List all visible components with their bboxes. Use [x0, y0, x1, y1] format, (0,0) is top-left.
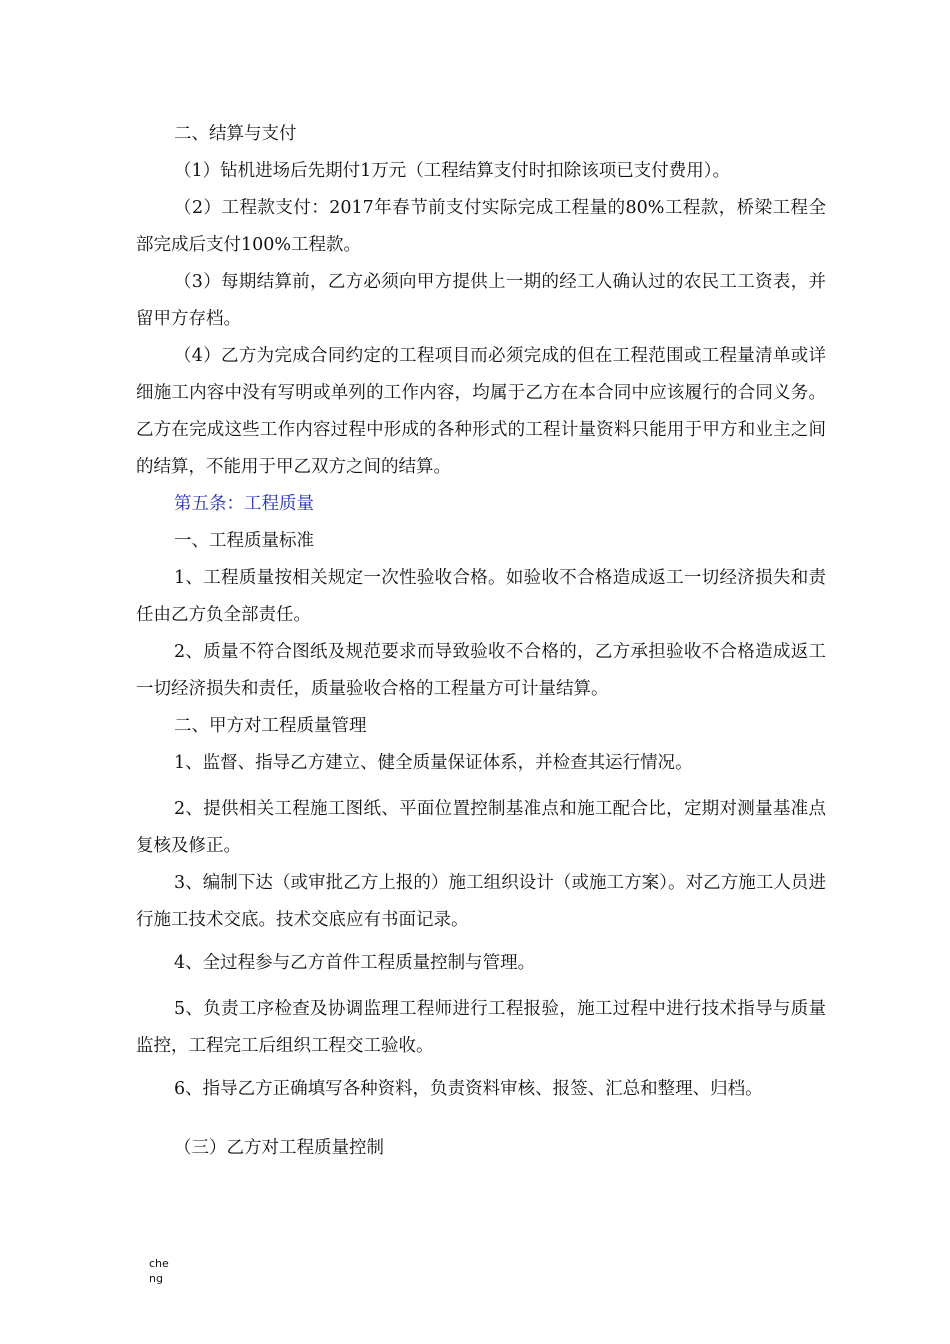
- paragraph-quality-standard-1: 1、工程质量按相关规定一次性验收合格。如验收不合格造成返工一切经济损失和责任由乙方负全部责任。: [136, 568, 826, 625]
- section-heading-party-a-management: 二、甲方对工程质量管理: [174, 716, 367, 736]
- document-body: [136, 116, 826, 1167]
- paragraph-management-3: 3、编制下达（或审批乙方上报的）施工组织设计（或施工方案）。对乙方施工人员进行施工技术交底。技术交底应有书面记录。: [136, 873, 826, 930]
- paragraph-management-6: 6、指导乙方正确填写各种资料，负责资料审核、报签、汇总和整理、归档。: [174, 1079, 763, 1099]
- paragraph-management-1: 1、监督、指导乙方建立、健全质量保证体系，并检查其运行情况。: [174, 753, 693, 773]
- paragraph-management-5: 5、负责工序检查及协调监理工程师进行工程报验，施工过程中进行技术指导与质量监控，工程完工后组织工程交工验收。: [136, 999, 826, 1056]
- section-heading-party-b-control: （三）乙方对工程质量控制: [174, 1138, 384, 1158]
- paragraph-management-2: 2、提供相关工程施工图纸、平面位置控制基准点和施工配合比，定期对测量基准点复核及修正。: [136, 799, 826, 856]
- paragraph-payment-2: （2）工程款支付：2017年春节前支付实际完成工程量的80%工程款，桥梁工程全部完成后支付100%工程款。: [136, 198, 826, 255]
- section-heading-quality-standard: 一、工程质量标准: [174, 531, 314, 551]
- paragraph-payment-1: （1）钻机进场后先期付1万元（工程结算支付时扣除该项已支付费用）。: [174, 161, 731, 181]
- section-heading-settlement: 二、结算与支付: [174, 124, 297, 144]
- paragraph-payment-4: （4）乙方为完成合同约定的工程项目而必须完成的但在工程范围或工程量清单或详细施工内容中没有写明或单列的工作内容，均属于乙方在本合同中应该履行的合同义务。乙方在完成这些工作内容过程中形成的各种形式的工程计量资料只能用于甲方和业主之间的结算，不能用于甲乙双方之间的结算。: [136, 346, 826, 477]
- paragraph-quality-standard-2: 2、质量不符合图纸及规范要求而导致验收不合格的，乙方承担验收不合格造成返工一切经济损失和责任，质量验收合格的工程量方可计量结算。: [136, 642, 826, 699]
- footer-line-1: che: [149, 1257, 169, 1270]
- article-heading-quality: 第五条：工程质量: [174, 494, 314, 514]
- footer-line-2: ng: [149, 1272, 163, 1285]
- paragraph-management-4: 4、全过程参与乙方首件工程质量控制与管理。: [174, 953, 536, 973]
- paragraph-payment-3: （3）每期结算前，乙方必须向甲方提供上一期的经工人确认过的农民工工资表，并留甲方存档。: [136, 272, 826, 329]
- footer-note: [149, 1256, 179, 1286]
